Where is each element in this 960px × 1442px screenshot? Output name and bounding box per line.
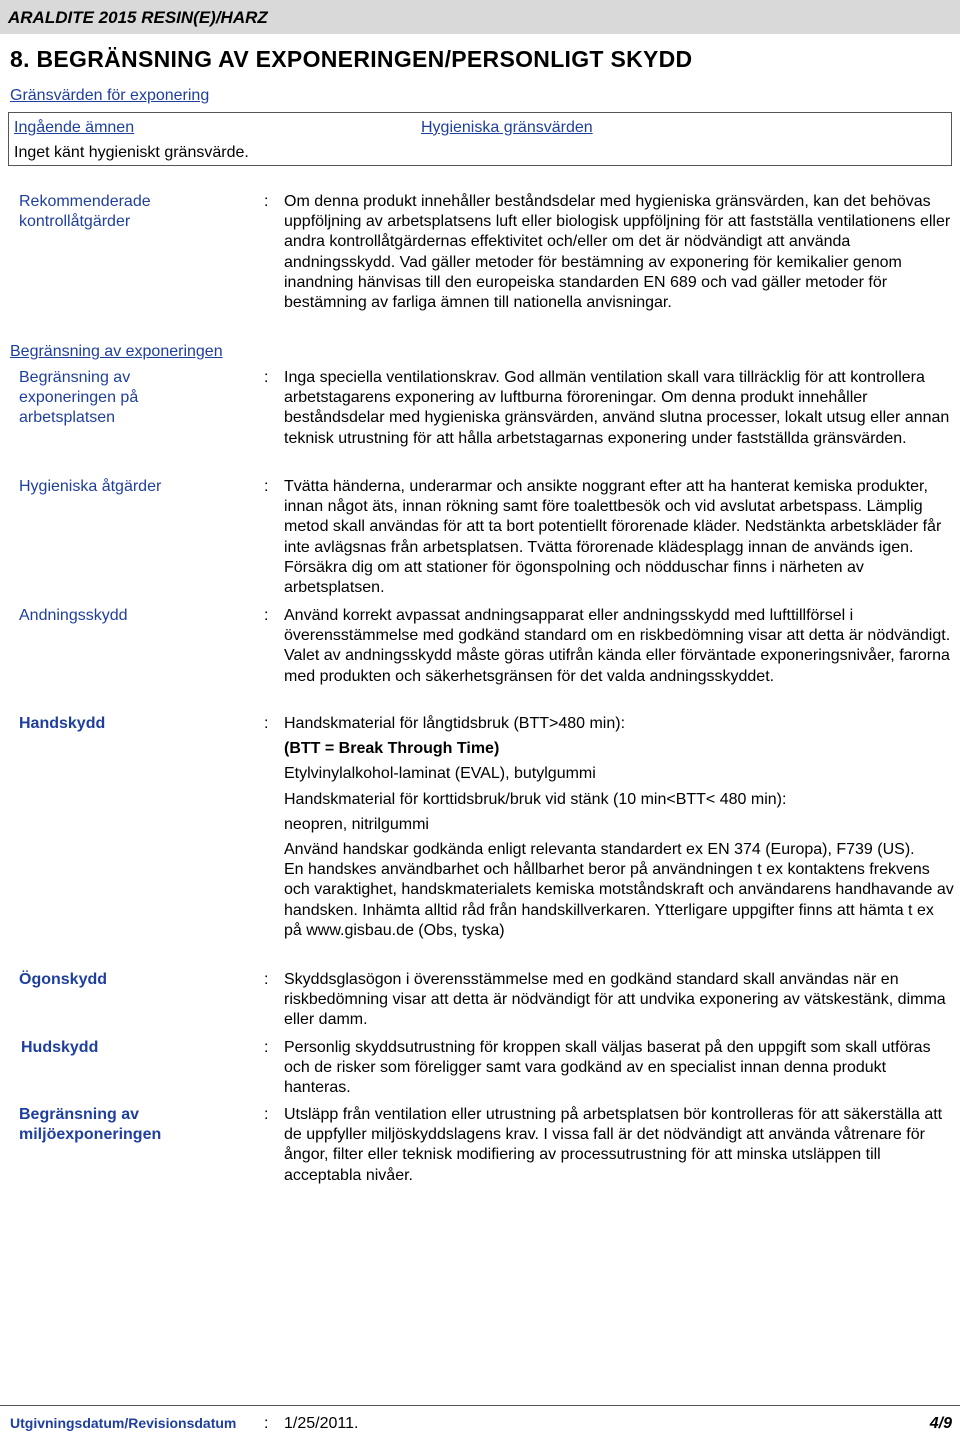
table-cell-value: Inget känt hygieniskt gränsvärde. <box>14 144 249 161</box>
hand-line-materials-long: Etylvinylalkohol-laminat (EVAL), butylgummi <box>284 765 596 783</box>
footer-colon: : <box>264 1415 269 1432</box>
hygiene-colon: : <box>264 478 269 495</box>
environment-colon: : <box>264 1106 269 1123</box>
hand-protection-text <box>284 714 954 946</box>
skin-protection-text: Personlig skyddsutrustning för kroppen skall väljas baserat på den uppgift som skall utföras och de risker som föreligger samt vara godkänd av en specialist innan denna produkt hanteras. <box>284 1039 931 1097</box>
hygiene-measures-text: Tvätta händerna, underarmar och ansikte noggrant efter att ha hanterat kemiska produkter, innan något äts, innan rökning samt före toalettbesök och vid avslutat arbetspass. Lämplig metod skall användas för att ta bort potentiellt förorenade kläder. Nedstänkta arbetskläder får inte avlägsnas från arbetsplatsen. Tvätta förorenade klädesplagg innan de används igen. Försäkra dig om att stationer för ögonspolning och nödduschar finns i närheten av arbetsplatsen. <box>284 478 942 597</box>
hand-line-short-term: Handskmaterial för korttidsbruk/bruk vid stänk (10 min<BTT< 480 min): <box>284 790 787 808</box>
section-title: 8. BEGRÄNSNING AV EXPONERINGEN/PERSONLIGT SKYDD <box>10 46 693 72</box>
recommended-controls-label: Rekommenderade kontrollåtgärder <box>19 193 151 231</box>
respiratory-protection-label: Andningsskydd <box>19 607 128 624</box>
hand-colon: : <box>264 715 269 732</box>
recommended-colon: : <box>264 193 269 210</box>
hygiene-measures-label: Hygieniska åtgärder <box>19 478 162 495</box>
skin-protection-label: Hudskydd <box>21 1039 99 1056</box>
recommended-controls-text: Om denna produkt innehåller beståndsdelar med hygieniska gränsvärden, kan det behövas uppföljning av arbetsplatsens luft eller biologisk uppföljning för att fastställa ventilationens eller andra kontrollåtgärdernas effektivitet och/eller om det är nödvändigt att använda andningsskydd. Vad gäller metoder för bestämning av exponering för kemikalier genom inandning hänvisas till den europeiska standarden EN 689 och vad gäller metoder för bestämning av farliga ämnen till nationella anvisningar. <box>284 193 951 312</box>
hand-protection-label: Handskydd <box>19 715 106 732</box>
eye-protection-label: Ögonskydd <box>19 971 108 988</box>
respiratory-colon: : <box>264 607 269 624</box>
hand-line-standards: Använd handskar godkända enligt relevanta standardert ex EN 374 (Europa), F739 (US). En handskes användbarhet och hållbarhet beror på användningen t ex kontaktens frekvens och varaktighet, handskmaterialets kemiska motståndskraft och användarens handhavande av handsken. Inhämta alltid råd från handskillverkaren. Ytterligare uppgifter finns att hämta t ex på www.gisbau.de (Obs, tyska) <box>284 841 954 939</box>
eye-colon: : <box>264 971 269 988</box>
table-header-ingredients[interactable]: Ingående ämnen <box>14 119 135 136</box>
hand-line-btt: (BTT = Break Through Time) <box>284 740 500 758</box>
page-number: 4/9 <box>929 1415 952 1432</box>
hand-line-long-term: Handskmaterial för långtidsbruk (BTT>480 min): <box>284 715 626 732</box>
exposure-limitation-heading[interactable]: Begränsning av exponeringen <box>10 343 223 360</box>
environmental-exposure-label: Begränsning av miljöexponeringen <box>19 1106 162 1144</box>
table-header-limits[interactable]: Hygieniska gränsvärden <box>421 119 593 136</box>
eye-protection-text: Skyddsglasögon i överensstämmelse med en godkänd standard skall användas när en riskbedömning visar att detta är nödvändigt för att undvika exponering av vätskestänk, dimma eller damm. <box>284 971 946 1029</box>
document-title: ARALDITE 2015 RESIN(E)/HARZ <box>8 8 268 27</box>
skin-colon: : <box>264 1039 269 1056</box>
workplace-exposure-label: Begränsning av exponeringen på arbetsplatsen <box>19 369 139 427</box>
footer-divider <box>0 1405 960 1406</box>
environmental-exposure-text: Utsläpp från ventilation eller utrustning på arbetsplatsen bör kontrolleras för att säkerställa att de uppfyller miljöskyddslagens krav. I vissa fall är det nödvändigt att använda våtrenare för ångor, filter eller teknisk modifiering av processutrustning för att minska utsläppen till acceptabla nivåer. <box>284 1106 943 1184</box>
footer-revision-label: Utgivningsdatum/Revisionsdatum <box>10 1415 237 1431</box>
respiratory-protection-text: Använd korrekt avpassat andningsapparat eller andningsskydd med lufttillförsel i överensstämmelse med godkänd standard om en riskbedömning visar att detta är nödvändigt. Valet av andningsskydd måste göras utifrån kända eller förväntade exponeringsnivåer, farorna med produkten och säkerhetsgränsen för det valda andningsskyddet. <box>284 607 951 685</box>
workplace-exposure-text: Inga speciella ventilationskrav. God allmän ventilation skall vara tillräcklig för att kontrollera arbetstagarens exponering av luftburna föroreningar. Om denna produkt innehåller beståndsdelar med hygieniska gränsvärden, använd slutna processer, lokalt utsug eller annan teknisk utrustning för att hålla arbetstagarnas exponering under fastställda gränsvärden. <box>284 369 950 447</box>
exposure-limits-link[interactable]: Gränsvärden för exponering <box>10 87 210 104</box>
footer-revision-date: 1/25/2011. <box>284 1415 359 1432</box>
hand-line-materials-short: neopren, nitrilgummi <box>284 815 429 833</box>
workplace-colon: : <box>264 369 269 386</box>
